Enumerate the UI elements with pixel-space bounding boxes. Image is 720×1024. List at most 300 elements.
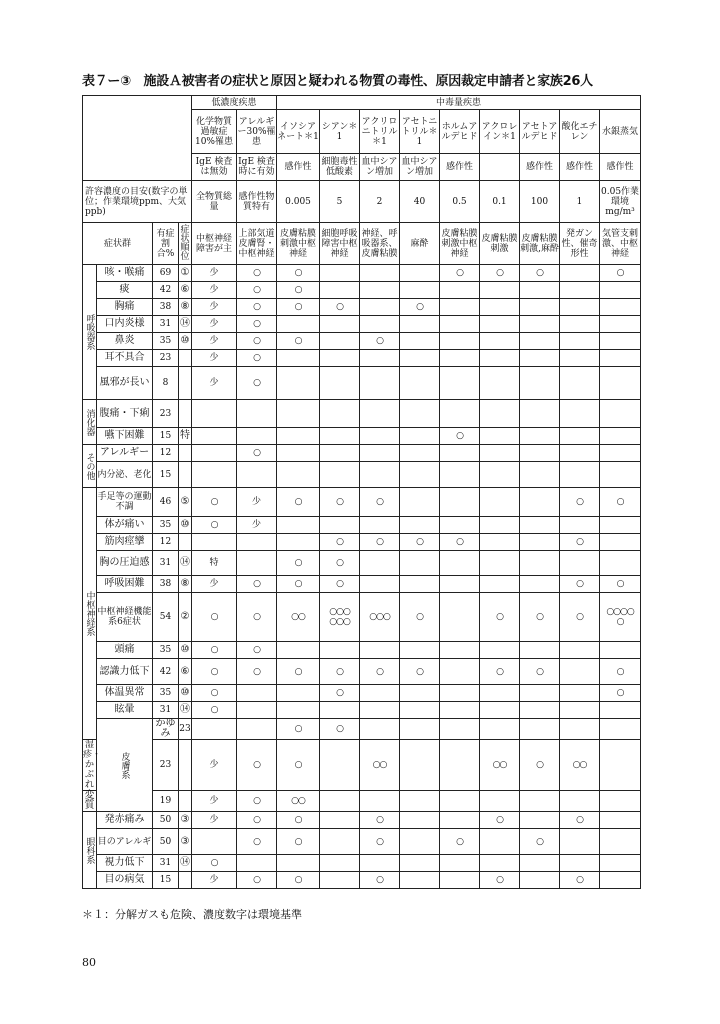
marker-cell [320,445,360,462]
symptom-rate: 35 [153,685,179,702]
marker-cell [600,517,641,534]
substance-name: イソシアネート＊1 [277,110,320,154]
marker-cell: ○ [320,534,360,551]
symptom-rate: 23 [179,719,192,740]
marker-cell: ○ [237,265,277,282]
marker-cell: ○ [520,740,560,791]
symptom-rate: 42 [153,282,179,299]
symptom-substance-table [82,95,641,889]
marker-cell: ○ [320,488,360,517]
marker-cell: ○ [520,265,560,282]
marker-cell [520,488,560,517]
marker-cell [360,316,400,333]
marker-cell [520,316,560,333]
marker-cell [277,445,320,462]
substance-note: 感作性 [560,154,600,181]
marker-cell: ○○ [277,593,320,642]
marker-cell [440,488,480,517]
substance-symptom: 細胞呼吸障害中枢神経 [320,223,360,265]
marker-cell: ○ [277,719,320,740]
marker-cell: 少 [192,316,237,333]
marker-cell [520,517,560,534]
marker-cell [192,445,237,462]
marker-cell: ○ [237,829,277,855]
category-label: 呼吸器系 [83,265,97,400]
marker-cell [600,791,641,812]
substance-name: シアン＊1 [320,110,360,154]
symptom-name: 手足等の運動不調 [97,488,153,517]
marker-cell [320,855,360,872]
marker-cell: ○ [237,282,277,299]
marker-cell: ○ [237,350,277,367]
marker-cell: ○ [237,593,277,642]
marker-cell: ○ [560,576,600,593]
marker-cell: ○ [600,488,641,517]
marker-cell [440,719,480,740]
marker-cell: ○ [237,740,277,791]
symptom-name: 口内炎様 [97,316,153,333]
marker-cell [600,719,641,740]
table-row [83,428,641,445]
marker-cell [277,316,320,333]
marker-cell [277,685,320,702]
marker-cell [400,812,440,829]
symptom-rate: 23 [153,350,179,367]
substance-note: 感作性 [277,154,320,181]
marker-cell [320,517,360,534]
marker-cell [320,350,360,367]
symptom-name: 風邪が長い [97,367,153,400]
marker-cell [520,791,560,812]
table-row [83,517,641,534]
symptom-name: 湿疹・かぶれ [83,740,102,790]
marker-cell [192,462,237,488]
substance-symptom: 神経、呼吸器系、皮膚粘膜 [360,223,400,265]
symptom-rate: 23 [153,740,179,791]
marker-cell: ○ [360,534,400,551]
table-row [83,462,641,488]
symptom-rate: 8 [153,367,179,400]
marker-cell [600,740,641,791]
marker-cell [320,428,360,445]
marker-cell: ○ [440,265,480,282]
marker-cell [440,791,480,812]
marker-cell [440,462,480,488]
marker-cell: ○ [600,265,641,282]
marker-cell [320,872,360,889]
symptom-name: 目のアレルギ [97,829,153,855]
marker-cell [360,350,400,367]
marker-cell [400,719,440,740]
marker-cell [520,350,560,367]
marker-cell [480,576,520,593]
marker-cell [560,719,600,740]
marker-cell [480,791,520,812]
marker-cell: ○ [237,812,277,829]
marker-cell: ○ [560,488,600,517]
marker-cell [360,791,400,812]
table-row [83,367,641,400]
marker-cell: ○ [480,593,520,642]
symptom-name: 認識力低下 [97,659,153,685]
marker-cell [600,445,641,462]
marker-cell [560,282,600,299]
rank-header: 症状順位 [179,223,192,265]
marker-cell: ○ [237,872,277,889]
substance-note: IgE 検査時に有効 [237,154,277,181]
marker-cell: ○ [192,593,237,642]
marker-cell [400,488,440,517]
marker-cell [560,299,600,316]
marker-cell [237,534,277,551]
symptom-rank [179,400,192,428]
marker-cell [277,855,320,872]
marker-cell [320,702,360,719]
marker-cell [360,576,400,593]
substance-name: ホルムアルデヒド [440,110,480,154]
symptom-rank: ⑥ [179,282,192,299]
marker-cell: ○ [277,265,320,282]
marker-cell [320,812,360,829]
marker-cell [320,740,360,791]
marker-cell [277,367,320,400]
symptom-rank [179,872,192,889]
substance-symptom: 皮膚粘膜刺激中枢神経 [440,223,480,265]
symptom-rate: 38 [153,299,179,316]
symptom-name: 痰 [97,282,153,299]
symptom-name: 嚥下困難 [97,428,153,445]
marker-cell [560,428,600,445]
symptom-name: 鼻炎 [97,333,153,350]
substance-limit: 0.1 [480,181,520,223]
symptom-name: かゆみ [153,719,179,740]
symptom-rank: ⑧ [179,576,192,593]
marker-cell [192,400,237,428]
marker-cell: ○ [192,642,237,659]
marker-cell [440,659,480,685]
substance-limit: 全物質総量 [192,181,237,223]
marker-cell [440,350,480,367]
symptom-rank: ⑭ [179,551,192,576]
marker-cell [440,517,480,534]
symptom-rank: ⑩ [179,685,192,702]
marker-cell [237,685,277,702]
symptom-rate: 69 [153,265,179,282]
marker-cell: ○ [237,316,277,333]
marker-cell [600,534,641,551]
marker-cell [360,299,400,316]
marker-cell [560,702,600,719]
marker-cell: ○ [277,488,320,517]
symptom-name: 発赤痛み [97,812,153,829]
marker-cell: ○○ [480,740,520,791]
marker-cell [320,642,360,659]
marker-cell: ○○○○○ [600,593,641,642]
marker-cell [560,350,600,367]
marker-cell: 少 [192,333,237,350]
marker-cell: ○ [277,812,320,829]
marker-cell [400,517,440,534]
marker-cell [400,265,440,282]
marker-cell: ○ [237,445,277,462]
marker-cell [400,462,440,488]
marker-cell: 少 [192,350,237,367]
marker-cell: ○ [520,659,560,685]
symptom-rank [179,534,192,551]
symptom-name: 耳不具合 [97,350,153,367]
table-row [83,282,641,299]
category-label: 消化器 [83,400,97,445]
marker-cell: 少 [192,367,237,400]
symptom-rank [179,740,192,791]
marker-cell: ○ [237,576,277,593]
marker-cell [440,812,480,829]
marker-cell [520,812,560,829]
substance-name: 酸化エチレン [560,110,600,154]
symptom-rank: ⑩ [179,333,192,350]
symptom-rank: ⑭ [179,316,192,333]
symptom-rank [179,367,192,400]
symptom-rate: 12 [153,445,179,462]
header-blank [83,96,192,181]
symptom-rate: 50 [153,829,179,855]
marker-cell [440,400,480,428]
symptom-rank: ⑭ [179,702,192,719]
marker-cell [400,316,440,333]
footnote: ＊１：分解ガスも危険、濃度数字は環境基準 [82,908,302,921]
marker-cell: ○ [440,428,480,445]
marker-cell [237,428,277,445]
marker-cell [360,719,400,740]
marker-cell [360,265,400,282]
marker-cell [600,400,641,428]
marker-cell: ○○○ [360,593,400,642]
marker-cell: ○ [440,534,480,551]
marker-cell [400,872,440,889]
marker-cell [320,829,360,855]
marker-cell: ○ [237,791,277,812]
marker-cell [520,462,560,488]
marker-cell: ○ [192,685,237,702]
marker-cell [480,350,520,367]
marker-cell [480,488,520,517]
substance-note: 血中シアン増加 [400,154,440,181]
marker-cell [480,282,520,299]
marker-cell: ○ [277,829,320,855]
table-row [83,551,641,576]
marker-cell: ○ [600,685,641,702]
marker-cell [600,282,641,299]
table-row [83,316,641,333]
marker-cell [520,282,560,299]
substance-limit: 0.5 [440,181,480,223]
marker-cell: ○ [192,488,237,517]
marker-cell: ○ [600,576,641,593]
marker-cell [480,685,520,702]
marker-cell: ○ [277,872,320,889]
marker-cell [237,400,277,428]
marker-cell: ○ [480,659,520,685]
symptom-rate: 54 [153,593,179,642]
symptom-rate: 31 [153,551,179,576]
marker-cell: ○ [360,872,400,889]
marker-cell [400,551,440,576]
symptom-rank: ⑥ [179,659,192,685]
marker-cell [440,367,480,400]
table-row [83,333,641,350]
marker-cell [520,534,560,551]
marker-cell [360,551,400,576]
marker-cell [560,445,600,462]
marker-cell: ○ [192,702,237,719]
marker-cell: ○○ [277,791,320,812]
substance-symptom: 麻酔 [400,223,440,265]
symptom-name: 中枢神経機能系6症状 [97,593,153,642]
rate-header: 有症割合% [153,223,179,265]
marker-cell [360,642,400,659]
marker-cell: 少 [192,576,237,593]
marker-cell: ○ [360,488,400,517]
marker-cell: ○ [320,685,360,702]
table-row [83,740,641,791]
symptom-rate: 15 [153,428,179,445]
category-label: 皮膚系 [97,719,153,812]
marker-cell [360,462,400,488]
marker-cell [560,367,600,400]
marker-cell [400,400,440,428]
marker-cell: 少 [192,872,237,889]
symptom-group-header: 症状群 [83,223,153,265]
symptom-name: 視力低下 [97,855,153,872]
marker-cell [480,316,520,333]
marker-cell [520,576,560,593]
marker-cell [480,551,520,576]
substance-note: 感作性 [520,154,560,181]
marker-cell [192,428,237,445]
marker-cell [480,400,520,428]
marker-cell [440,855,480,872]
table-row [83,576,641,593]
marker-cell [237,855,277,872]
symptom-rank [179,445,192,462]
marker-cell: 少 [192,740,237,791]
marker-cell [320,282,360,299]
marker-cell [560,333,600,350]
symptom-rank: ⑤ [179,488,192,517]
table-row [83,534,641,551]
substance-symptom: 中枢神経障害が主 [192,223,237,265]
substance-note: 細胞毒性低酸素 [320,154,360,181]
marker-cell [440,316,480,333]
symptom-name: 目の病気 [97,872,153,889]
marker-cell [400,702,440,719]
symptom-rank [179,462,192,488]
symptom-rate: 31 [153,316,179,333]
marker-cell [400,282,440,299]
marker-cell [560,685,600,702]
marker-cell [237,719,277,740]
marker-cell: ○ [560,812,600,829]
marker-cell [277,702,320,719]
marker-cell [560,517,600,534]
marker-cell: ○ [237,642,277,659]
category-label: 中枢神経系 [83,488,97,740]
marker-cell [600,702,641,719]
marker-cell [560,642,600,659]
symptom-name: 眩暈 [97,702,153,719]
marker-cell [480,829,520,855]
marker-cell [560,316,600,333]
table-row [83,488,641,517]
table-row [83,445,641,462]
marker-cell [400,333,440,350]
marker-cell [440,872,480,889]
symptom-rate: 35 [153,517,179,534]
marker-cell [440,642,480,659]
marker-cell [400,642,440,659]
symptom-name: 体が痛い [97,517,153,534]
table-row [83,265,641,282]
symptom-rate: 15 [153,872,179,889]
symptom-rank: 特 [179,428,192,445]
marker-cell: ○ [237,299,277,316]
marker-cell [480,299,520,316]
marker-cell: ○ [360,829,400,855]
substance-limit: 40 [400,181,440,223]
marker-cell [277,400,320,428]
symptom-name: 筋肉痙攣 [97,534,153,551]
table-row [83,719,641,740]
marker-cell [237,702,277,719]
marker-cell [520,367,560,400]
symptom-rank [192,719,237,740]
symptom-rate: 12 [153,534,179,551]
marker-cell [560,791,600,812]
substance-note: 感作性 [440,154,480,181]
marker-cell [520,702,560,719]
substance-symptom: 皮膚粘膜刺激中枢神経 [277,223,320,265]
group-mid: 中毒量疾患 [277,96,641,110]
marker-cell [480,642,520,659]
symptom-rank: ⑩ [179,642,192,659]
substance-note: 感作性 [600,154,641,181]
symptom-rate: 35 [153,642,179,659]
marker-cell: ○○ [360,740,400,791]
substance-name: アセトアルデヒド [520,110,560,154]
symptom-rank: ③ [179,829,192,855]
marker-cell: ○ [320,299,360,316]
symptom-rate: 15 [153,462,179,488]
marker-cell [360,400,400,428]
marker-cell [480,702,520,719]
symptom-name: 咳・喉痛 [97,265,153,282]
marker-cell [277,534,320,551]
marker-cell [520,333,560,350]
marker-cell: ○○ [560,740,600,791]
marker-cell: 特 [192,551,237,576]
substance-name: アセトニトリル＊1 [400,110,440,154]
category-label: 眼科系 [83,812,97,889]
table-row [83,872,641,889]
marker-cell [320,791,360,812]
marker-cell [520,685,560,702]
marker-cell: ○ [600,659,641,685]
substance-name: アレルギー30%罹患 [237,110,277,154]
marker-cell [320,265,360,282]
symptom-name: アレルギー [97,445,153,462]
marker-cell [440,740,480,791]
marker-cell: 少 [192,812,237,829]
